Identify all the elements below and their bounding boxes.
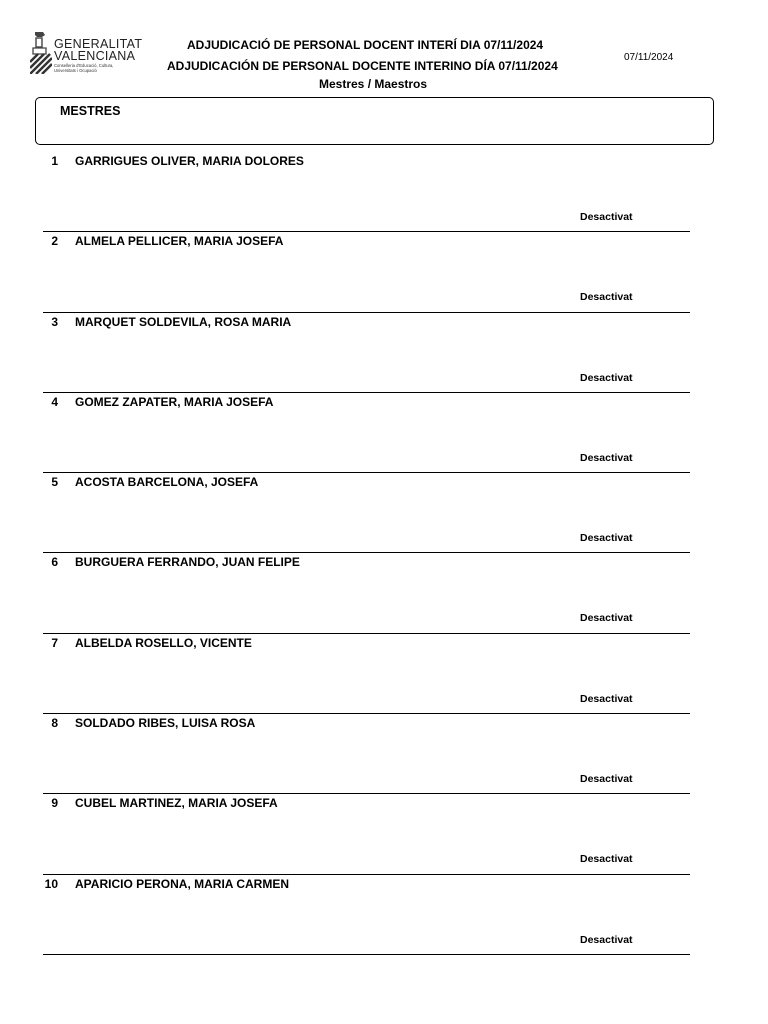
candidate-row [43, 152, 690, 232]
candidate-row [43, 794, 690, 874]
logo-subtitle [54, 63, 154, 73]
candidate-row [43, 553, 690, 633]
logo-wordmark [54, 38, 142, 62]
candidate-name: SOLDADO RIBES, LUISA ROSA [75, 716, 256, 731]
logo-subtitle-line1: Conselleria d'Educació, Cultura, [54, 63, 114, 68]
logo-name-line2: VALENCIANA [54, 49, 136, 63]
status-label: Desactivat [580, 612, 633, 625]
candidate-name: ALBELDA ROSELLO, VICENTE [75, 635, 252, 650]
row-number: 4 [51, 394, 58, 409]
section-title: MESTRES [60, 104, 121, 118]
candidate-name: MARQUET SOLDEVILA, ROSA MARIA [75, 314, 292, 329]
candidate-name: ALMELA PELLICER, MARIA JOSEFA [75, 234, 284, 249]
candidate-row [43, 473, 690, 553]
candidate-row [43, 875, 690, 955]
candidate-row [43, 634, 690, 714]
status-label: Desactivat [580, 371, 633, 384]
status-label: Desactivat [580, 211, 633, 223]
status-label: Desactivat [580, 291, 633, 304]
candidate-row [43, 313, 690, 393]
row-number: 3 [51, 314, 58, 329]
coat-of-arms-icon [30, 30, 52, 74]
candidate-name: APARICIO PERONA, MARIA CARMEN [75, 876, 290, 891]
candidate-name: ACOSTA BARCELONA, JOSEFA [75, 475, 259, 490]
candidate-name: BURGUERA FERRANDO, JUAN FELIPE [75, 555, 300, 570]
row-number: 8 [51, 716, 58, 731]
candidate-name: CUBEL MARTINEZ, MARIA JOSEFA [75, 796, 278, 811]
row-number: 9 [51, 796, 58, 811]
candidate-name: GOMEZ ZAPATER, MARIA JOSEFA [75, 394, 274, 409]
row-number: 7 [51, 635, 58, 650]
row-number: 2 [51, 234, 58, 249]
document-title-spanish: ADJUDICACIÓN DE PERSONAL DOCENTE INTERINO DÍA 07/11/2024 [167, 59, 558, 73]
candidate-row [43, 393, 690, 473]
row-number: 5 [51, 475, 58, 490]
row-number: 6 [51, 555, 58, 570]
candidate-list [43, 152, 690, 955]
row-number: 1 [51, 154, 58, 168]
document-title-valencian: ADJUDICACIÓ DE PERSONAL DOCENT INTERÍ DIA 07/11/2024 [187, 38, 544, 52]
status-label: Desactivat [580, 933, 633, 946]
status-label: Desactivat [580, 692, 633, 705]
row-number: 10 [44, 876, 58, 891]
document-subtitle: Mestres / Maestros [319, 77, 428, 91]
candidate-row [43, 714, 690, 794]
status-label: Desactivat [580, 451, 633, 464]
candidate-row [43, 232, 690, 312]
document-date: 07/11/2024 [624, 52, 674, 63]
status-label: Desactivat [580, 773, 633, 786]
generalitat-logo [30, 30, 150, 76]
candidate-name: GARRIGUES OLIVER, MARIA DOLORES [75, 154, 304, 168]
status-label: Desactivat [580, 532, 633, 545]
logo-subtitle-line2: Universitats i Ocupació [54, 68, 97, 73]
status-label: Desactivat [580, 853, 633, 866]
logo-name-line1: GENERALITAT [54, 37, 143, 51]
section-header-box [35, 97, 714, 145]
